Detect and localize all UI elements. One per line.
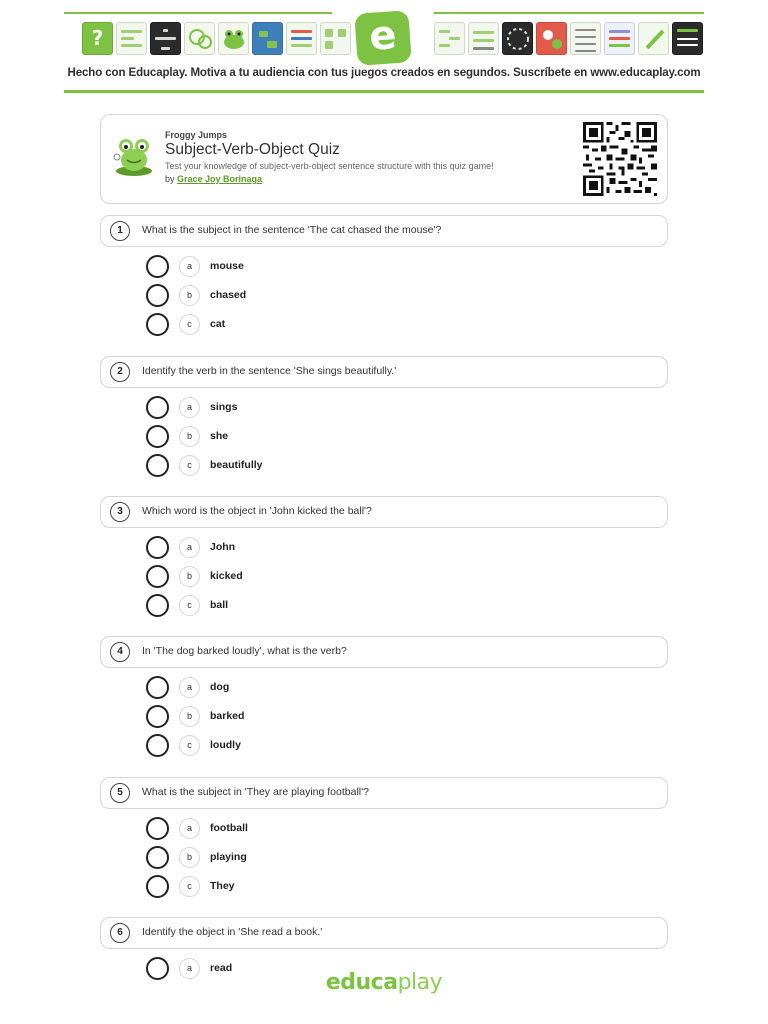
- banner-bottom-line: [64, 90, 704, 93]
- question-number: 3: [110, 502, 130, 522]
- question-4: [100, 636, 668, 761]
- option-text: sings: [210, 401, 238, 413]
- option-text: loudly: [210, 739, 241, 751]
- option-letter: a: [179, 397, 200, 418]
- by-label: by: [165, 174, 178, 184]
- option-letter: b: [179, 566, 200, 587]
- question-box: [100, 917, 668, 949]
- option-text: ball: [210, 599, 229, 611]
- pairs-tile-icon: [468, 22, 499, 55]
- author-byline: [165, 174, 262, 184]
- writing-tile-icon: [638, 22, 669, 55]
- question-number: 4: [110, 642, 130, 662]
- answer-option[interactable]: [100, 703, 668, 732]
- answer-option[interactable]: [100, 592, 668, 621]
- answer-radio[interactable]: [146, 255, 169, 278]
- question-3: [100, 496, 668, 621]
- game-type-label: Froggy Jumps: [165, 130, 228, 140]
- option-letter: b: [179, 706, 200, 727]
- answer-options: [100, 253, 668, 340]
- option-letter: a: [179, 818, 200, 839]
- option-text: They: [210, 880, 235, 892]
- memory-tile-icon: [320, 22, 351, 55]
- answer-options: [100, 674, 668, 761]
- footer-logo-part2: play: [397, 970, 443, 995]
- quiz-description: Test your knowledge of subject-verb-object sentence structure with this quiz game!: [165, 161, 494, 171]
- answer-option[interactable]: [100, 732, 668, 761]
- option-letter: b: [179, 285, 200, 306]
- option-letter: c: [179, 876, 200, 897]
- answer-option[interactable]: [100, 563, 668, 592]
- question-text: What is the subject in 'They are playing football'?: [142, 786, 369, 798]
- option-text: chased: [210, 289, 247, 301]
- option-letter: a: [179, 677, 200, 698]
- quiz-title: Subject-Verb-Object Quiz: [165, 141, 340, 158]
- answer-radio[interactable]: [146, 284, 169, 307]
- question-text: Identify the object in 'She read a book.': [142, 926, 323, 938]
- question-text: What is the subject in the sentence 'The cat chased the mouse'?: [142, 224, 442, 236]
- option-text: playing: [210, 851, 247, 863]
- answer-option[interactable]: [100, 282, 668, 311]
- answer-option[interactable]: [100, 452, 668, 481]
- quiz-header-card: [100, 114, 668, 204]
- answer-option[interactable]: [100, 815, 668, 844]
- question-box: [100, 356, 668, 388]
- question-text: Which word is the object in 'John kicked the ball'?: [142, 505, 372, 517]
- answer-options: [100, 394, 668, 481]
- footer-logo-part1: educa: [325, 970, 398, 995]
- banner-top-line-right: [434, 12, 704, 14]
- option-letter: a: [179, 256, 200, 277]
- educaplay-logo-icon: e: [354, 10, 411, 66]
- answer-option[interactable]: [100, 534, 668, 563]
- answer-options: [100, 815, 668, 902]
- froggy-tile-icon: [218, 22, 249, 55]
- answer-option[interactable]: [100, 423, 668, 452]
- question-box: [100, 215, 668, 247]
- answer-option[interactable]: [100, 311, 668, 340]
- letter-grid-tile-icon: [570, 22, 601, 55]
- answer-option[interactable]: [100, 844, 668, 873]
- answer-option[interactable]: [100, 394, 668, 423]
- qr-code-icon[interactable]: [583, 122, 657, 196]
- ordering-tile-icon: [604, 22, 635, 55]
- question-number: 6: [110, 923, 130, 943]
- option-letter: a: [179, 958, 200, 979]
- answer-option[interactable]: [100, 674, 668, 703]
- option-text: mouse: [210, 260, 244, 272]
- answer-radio[interactable]: [146, 454, 169, 477]
- answer-radio[interactable]: [146, 875, 169, 898]
- video-quiz-tile-icon: [672, 22, 703, 55]
- test-tile-icon: [536, 22, 567, 55]
- option-text: dog: [210, 681, 230, 693]
- answer-option[interactable]: [100, 873, 668, 902]
- option-letter: c: [179, 595, 200, 616]
- banner-tagline: Hecho con Educaplay. Motiva a tu audiencia con tus juegos creados en segundos. Suscríbete en www.educaplay.com: [67, 67, 701, 79]
- banner-top-line-left: [64, 12, 332, 14]
- game-tiles-left: [82, 22, 351, 58]
- answer-radio[interactable]: [146, 846, 169, 869]
- question-5: [100, 777, 668, 902]
- option-letter: c: [179, 735, 200, 756]
- educaplay-footer-logo: [0, 970, 768, 995]
- option-letter: c: [179, 455, 200, 476]
- answer-radio[interactable]: [146, 565, 169, 588]
- option-text: football: [210, 822, 248, 834]
- question-number: 5: [110, 783, 130, 803]
- question-number: 1: [110, 221, 130, 241]
- option-text: she: [210, 430, 229, 442]
- answer-radio[interactable]: [146, 536, 169, 559]
- dialogue-tile-icon: [184, 22, 215, 55]
- option-text: John: [210, 541, 236, 553]
- map-tile-icon: [252, 22, 283, 55]
- crossword-tile-icon: [116, 22, 147, 55]
- answer-radio[interactable]: [146, 734, 169, 757]
- question-text: Identify the verb in the sentence 'She sings beautifully.': [142, 365, 397, 377]
- question-number: 2: [110, 362, 130, 382]
- question-text: In 'The dog barked loudly', what is the verb?: [142, 645, 347, 657]
- answer-radio[interactable]: [146, 676, 169, 699]
- matching-tile-icon: [434, 22, 465, 55]
- option-text: kicked: [210, 570, 243, 582]
- question-tile-icon: ?: [82, 22, 113, 55]
- alphabet-tile-icon: [502, 22, 533, 55]
- question-2: [100, 356, 668, 481]
- author-link[interactable]: Grace Joy Borinaga: [177, 174, 263, 184]
- answer-radio[interactable]: [146, 705, 169, 728]
- wordsearch-tile-icon: [286, 22, 317, 55]
- option-text: read: [210, 962, 233, 974]
- answer-radio[interactable]: [146, 594, 169, 617]
- question-box: [100, 777, 668, 809]
- option-letter: c: [179, 314, 200, 335]
- option-letter: b: [179, 426, 200, 447]
- answer-radio[interactable]: [146, 817, 169, 840]
- answer-options: [100, 534, 668, 621]
- answer-radio[interactable]: [146, 313, 169, 336]
- froggy-mascot-icon: [111, 133, 157, 179]
- question-1: [100, 215, 668, 340]
- question-box: [100, 636, 668, 668]
- option-text: cat: [210, 318, 226, 330]
- answer-option[interactable]: [100, 253, 668, 282]
- answer-radio[interactable]: [146, 425, 169, 448]
- game-tiles-right: [434, 22, 703, 58]
- option-letter: a: [179, 537, 200, 558]
- option-text: barked: [210, 710, 245, 722]
- question-box: [100, 496, 668, 528]
- option-letter: b: [179, 847, 200, 868]
- option-text: beautifully: [210, 459, 263, 471]
- puzzle-tile-icon: [150, 22, 181, 55]
- answer-radio[interactable]: [146, 396, 169, 419]
